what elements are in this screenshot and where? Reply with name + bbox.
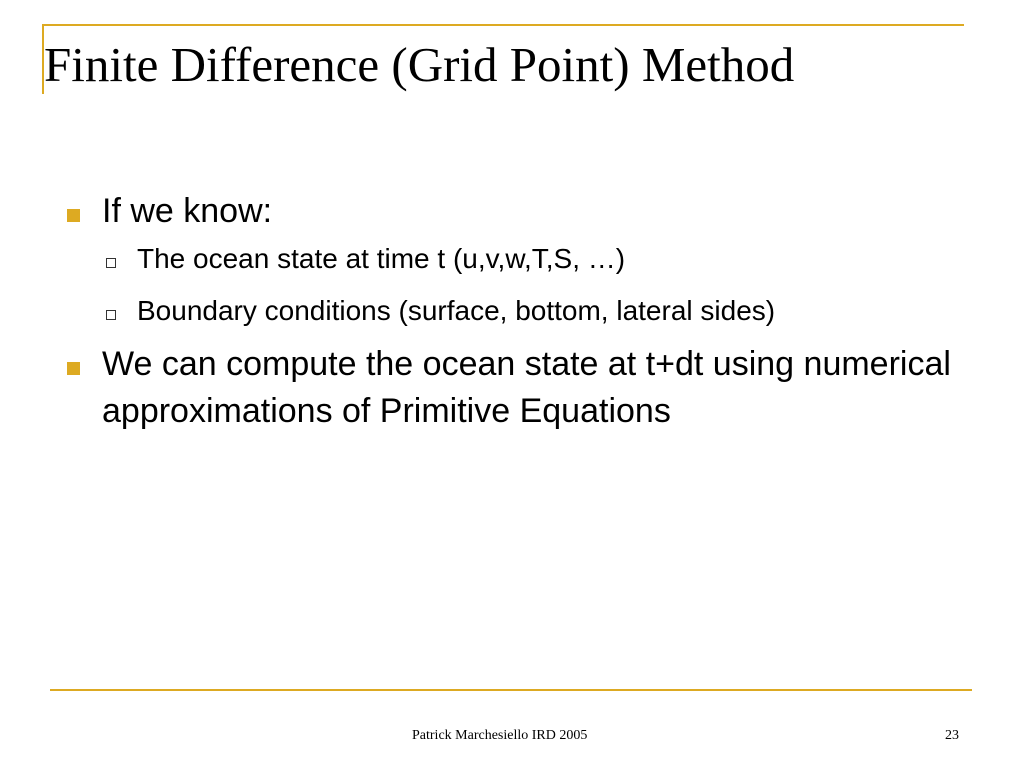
bullet-item [62,341,962,435]
page-number: 23 [945,728,959,743]
bullet-text: We can compute the ocean state at t+dt using numerical approximations of Primitive Equations [102,345,951,430]
bullet-item [62,188,962,235]
sub-bullet-item [62,291,962,331]
hollow-square-bullet-icon [106,258,116,268]
sub-bullet-text: The ocean state at time t (u,v,w,T,S, …) [137,243,626,274]
square-bullet-icon [67,209,80,222]
footer-divider [50,689,972,691]
slide-body [62,188,962,435]
bullet-text: If we know: [102,192,273,230]
square-bullet-icon [67,362,80,375]
title-accent-top-line [44,24,964,26]
sub-bullet-item [62,239,962,279]
slide-title: Finite Difference (Grid Point) Method [44,37,795,92]
sub-bullet-text: Boundary conditions (surface, bottom, lateral sides) [137,295,776,326]
footer-author: Patrick Marchesiello IRD 2005 [412,728,588,743]
hollow-square-bullet-icon [106,310,116,320]
